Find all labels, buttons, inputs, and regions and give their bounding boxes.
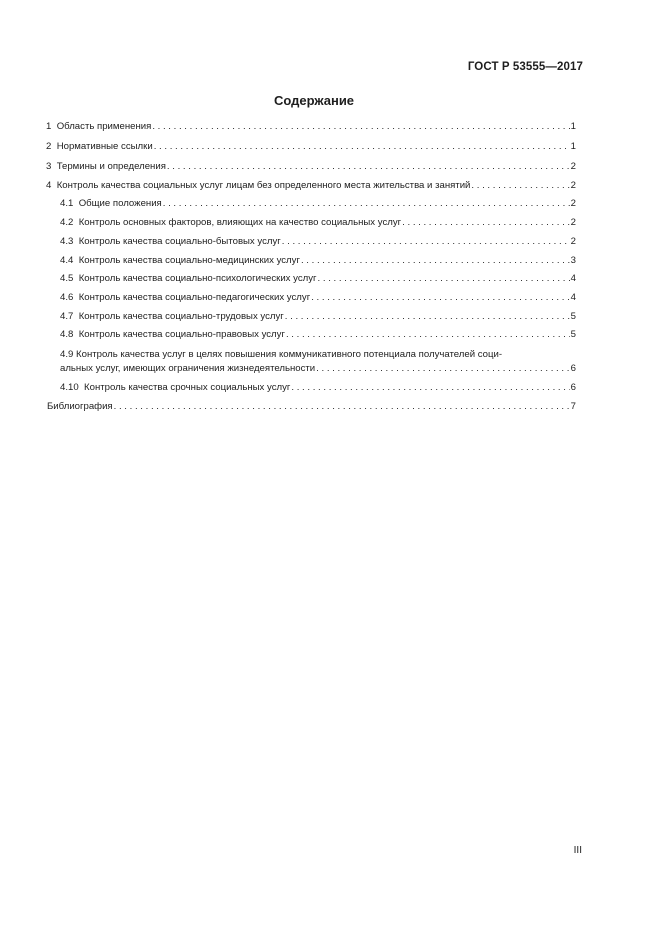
toc-entry-page: 4 [570, 292, 576, 303]
toc-entry-4-3[interactable] [60, 236, 576, 247]
toc-leader-dots [316, 363, 570, 374]
toc-leader-dots [311, 292, 569, 303]
toc-entry-number: 4.5 [60, 273, 74, 284]
toc-entry-number: 4.7 [60, 311, 74, 322]
toc-leader-dots [301, 255, 570, 266]
toc-entry-number: 4 [46, 180, 52, 191]
toc-entry-title: Контроль качества услуг в целях повышения коммуникативного потенциала получателей соци- [76, 349, 503, 360]
toc-entry-title: Библиография [47, 401, 113, 412]
toc-entry-4-2[interactable] [60, 217, 576, 228]
toc-leader-dots [291, 382, 569, 393]
toc-entry-number: 4.8 [60, 329, 74, 340]
toc-leader-dots [402, 217, 570, 228]
toc-entry-title: альных услуг, имеющих ограничения жизнедеятельности [60, 363, 316, 374]
toc-entry-page: 7 [570, 401, 576, 412]
toc-entry-4-4[interactable] [60, 255, 576, 266]
toc-entry-title: Контроль качества социально-психологических услуг [78, 273, 317, 284]
toc-entry-title: Контроль качества срочных социальных услуг [84, 382, 291, 393]
toc-leader-dots [471, 180, 569, 191]
toc-leader-dots [163, 198, 570, 209]
toc-leader-dots [167, 161, 570, 172]
toc-entry-number: 4.3 [60, 236, 74, 247]
toc-entry-4[interactable] [46, 180, 576, 191]
page-number: III [573, 845, 582, 856]
toc-entry-number: 2 [46, 141, 52, 152]
toc-entry-page: 1 [570, 141, 576, 152]
toc-entry-title: Термины и определения [56, 161, 166, 172]
toc-entry-page: 6 [570, 363, 576, 374]
toc-leader-dots [152, 121, 569, 132]
toc-entry-page: 2 [570, 161, 576, 172]
toc-entry-number: 4.9 [60, 349, 74, 360]
toc-entry-title: Общие положения [78, 198, 162, 209]
toc-entry-page: 5 [570, 329, 576, 340]
toc-leader-dots [286, 329, 570, 340]
toc-entry-4-6[interactable] [60, 292, 576, 303]
toc-entry-title: Контроль качества социальных услуг лицам без определенного места жительства и занятий [56, 180, 471, 191]
toc-entry-page: 2 [570, 180, 576, 191]
toc-entry-number: 1 [46, 121, 52, 132]
toc-entry-bibliography[interactable] [47, 401, 576, 412]
toc-entry-page: 3 [570, 255, 576, 266]
toc-entry-page: 6 [570, 382, 576, 393]
toc-leader-dots [154, 141, 570, 152]
toc-entry-3[interactable] [46, 161, 576, 172]
toc-entry-title: Контроль качества социально-педагогических услуг [78, 292, 311, 303]
toc-entry-title: Контроль качества социально-правовых услуг [78, 329, 285, 340]
toc-leader-dots [114, 401, 570, 412]
toc-entry-page: 2 [570, 217, 576, 228]
toc-entry-2[interactable] [46, 141, 576, 152]
toc-entry-4-9-line2[interactable] [60, 363, 576, 374]
toc-title: Содержание [273, 93, 355, 108]
toc-entry-4-5[interactable] [60, 273, 576, 284]
toc-leader-dots [285, 311, 570, 322]
toc-entry-page: 1 [570, 121, 576, 132]
toc-leader-dots [318, 273, 570, 284]
toc-entry-title: Нормативные ссылки [56, 141, 153, 152]
toc-entry-title: Контроль качества социально-трудовых услуг [78, 311, 284, 322]
toc-entry-title: Контроль качества социально-бытовых услуг [78, 236, 281, 247]
toc-entry-page: 4 [570, 273, 576, 284]
toc-entry-number: 4.4 [60, 255, 74, 266]
toc-leader-dots [282, 236, 570, 247]
toc-entry-title: Контроль основных факторов, влияющих на качество социальных услуг [78, 217, 402, 228]
toc-entry-number: 4.10 [60, 382, 79, 393]
toc-entry-number: 3 [46, 161, 52, 172]
toc-entry-number: 4.2 [60, 217, 74, 228]
toc-entry-4-9-line1[interactable] [60, 349, 576, 360]
toc-entry-title: Контроль качества социально-медицинских услуг [78, 255, 300, 266]
toc-entry-number: 4.1 [60, 198, 74, 209]
toc-entry-page: 5 [570, 311, 576, 322]
toc-entry-4-8[interactable] [60, 329, 576, 340]
document-code: ГОСТ Р 53555—2017 [467, 61, 583, 73]
toc-entry-page: 2 [570, 198, 576, 209]
toc-entry-4-7[interactable] [60, 311, 576, 322]
toc-entry-number: 4.6 [60, 292, 74, 303]
toc-entry-1[interactable] [46, 121, 576, 132]
toc-entry-page: 2 [570, 236, 576, 247]
toc-entry-4-10[interactable] [60, 382, 576, 393]
toc-entry-title: Область применения [56, 121, 152, 132]
toc-entry-4-1[interactable] [60, 198, 576, 209]
